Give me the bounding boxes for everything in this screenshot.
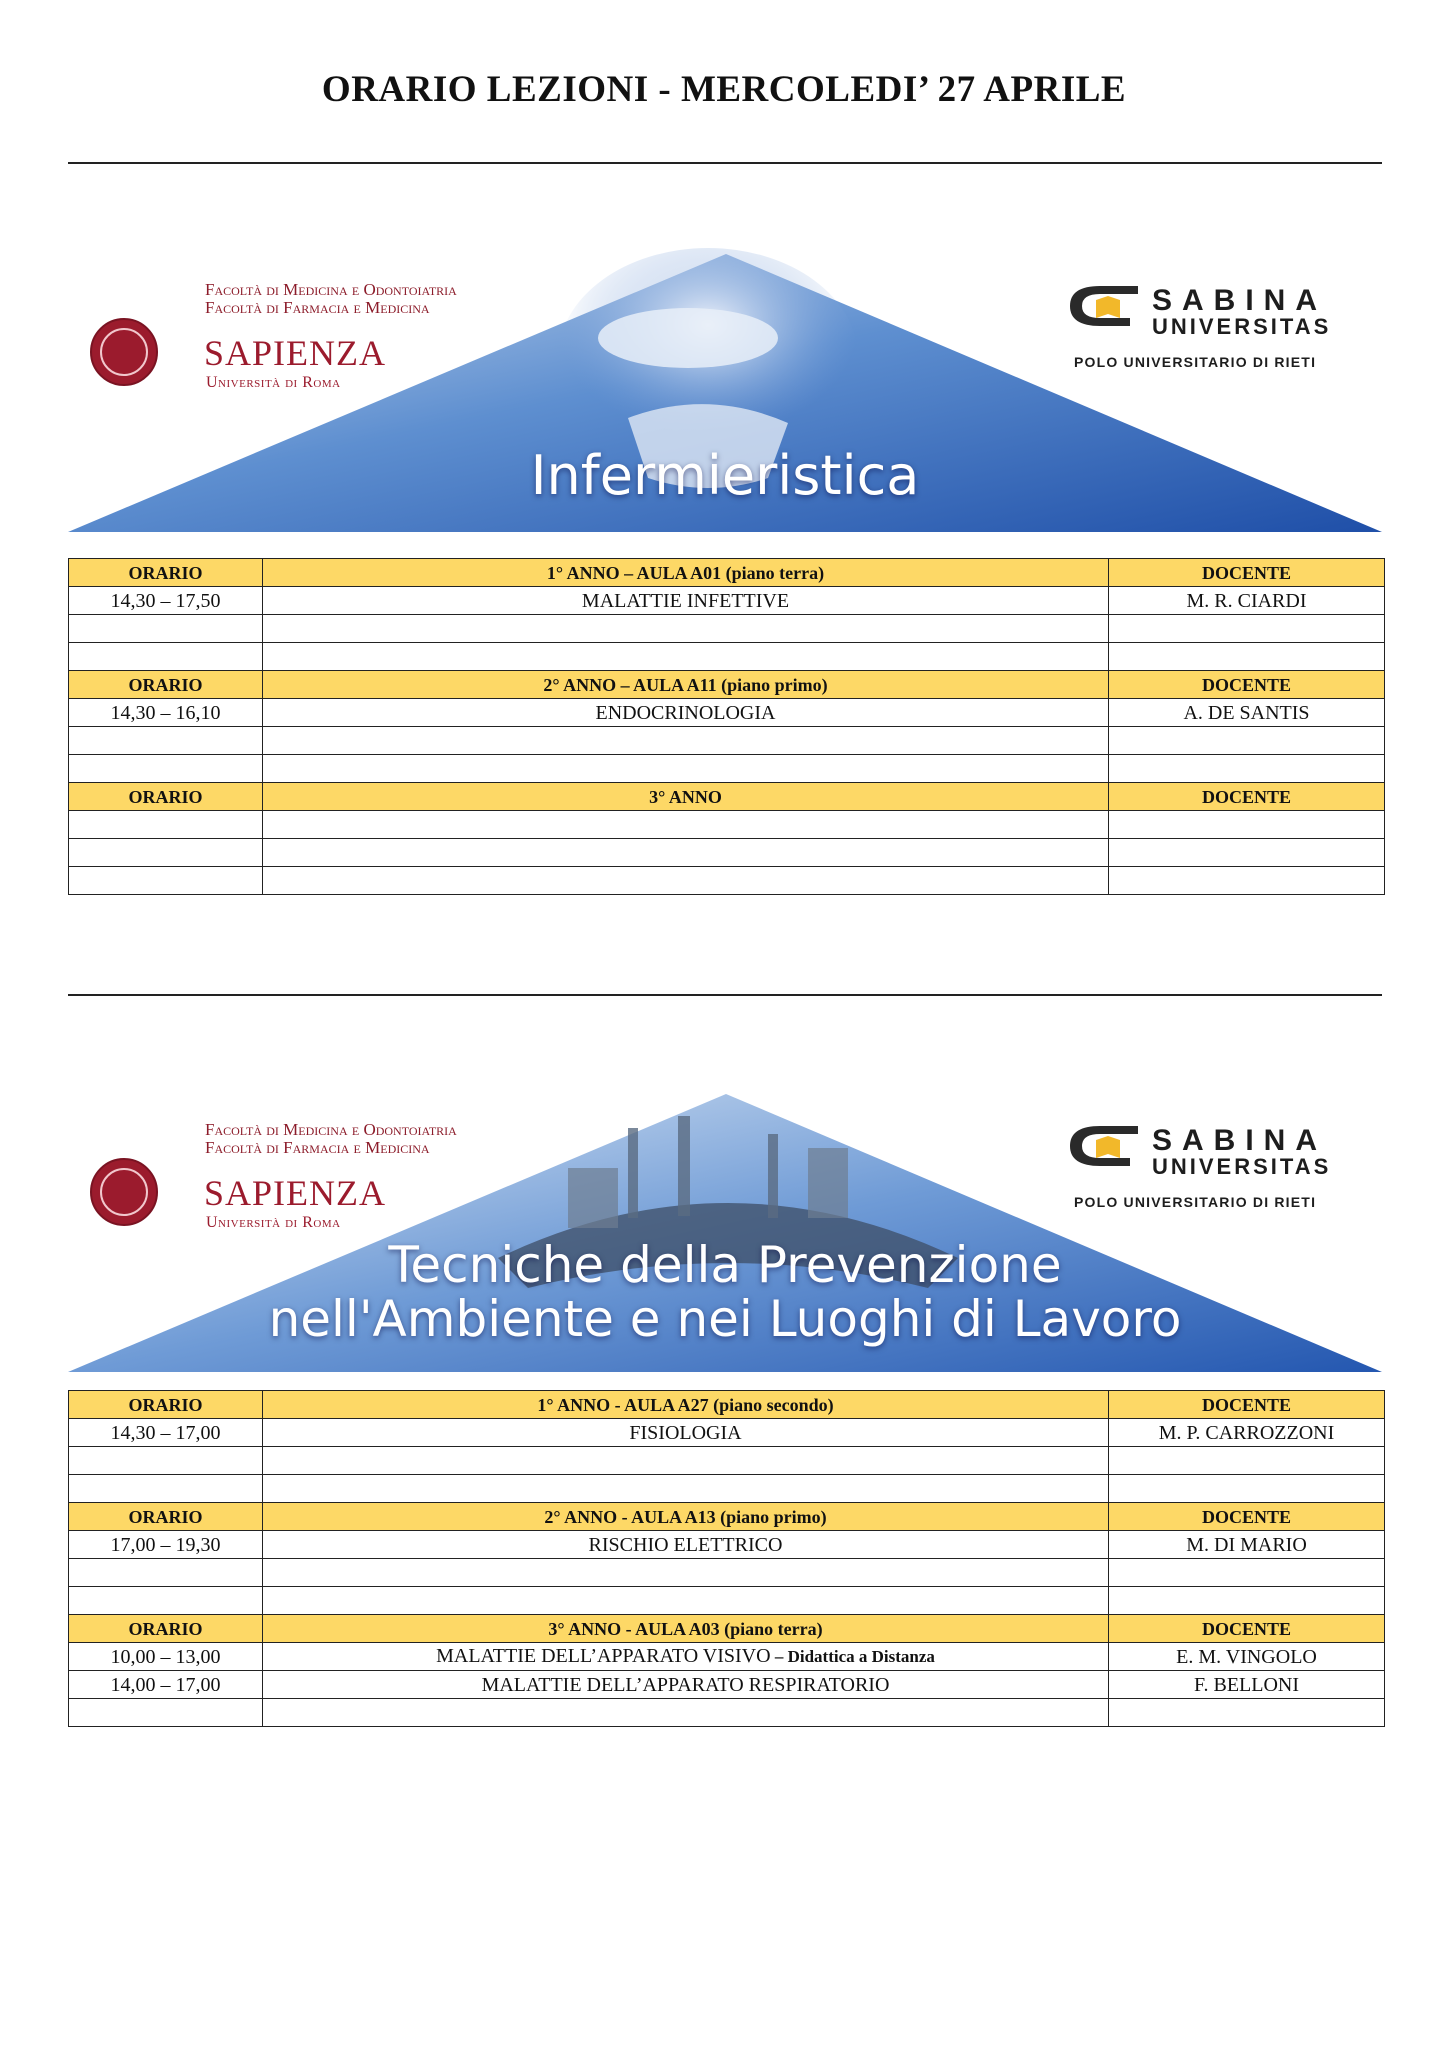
- table-row: [69, 1475, 1385, 1503]
- sabina-universitas: UNIVERSITAS: [1152, 314, 1332, 339]
- sabina-logo: [1060, 1118, 1360, 1218]
- table-row: [69, 587, 1385, 615]
- faculty-line-2: Facoltà di Farmacia e Medicina: [205, 1138, 430, 1157]
- sabina-polo: POLO UNIVERSITARIO DI RIETI: [1074, 1194, 1317, 1210]
- sapienza-logo: [90, 1100, 490, 1250]
- course-name: ENDOCRINOLOGIA: [595, 701, 776, 724]
- table-row: [69, 1531, 1385, 1559]
- sabina-name: SABINA: [1152, 1124, 1328, 1157]
- header-docente: DOCENTE: [1109, 1615, 1385, 1643]
- header-course: 2° ANNO – AULA A11 (piano primo): [263, 671, 1109, 699]
- cell-orario: [69, 1559, 263, 1587]
- header-docente: DOCENTE: [1109, 1503, 1385, 1531]
- sapienza-seal-icon: [90, 318, 158, 386]
- course-name: MALATTIE DELL’APPARATO RESPIRATORIO: [481, 1673, 890, 1696]
- cell-orario: [69, 1447, 263, 1475]
- schedule-table-tecniche-prevenzione: [68, 1390, 1385, 1727]
- middle-divider: [68, 994, 1382, 996]
- header-course: 1° ANNO - AULA A27 (piano secondo): [263, 1391, 1109, 1419]
- cell-orario: [69, 643, 263, 671]
- faculty-line-1: Facoltà di Medicina e Odontoiatria: [205, 280, 457, 299]
- sapienza-university: Università di Roma: [206, 1214, 341, 1231]
- table-header-row: [69, 1391, 1385, 1419]
- cell-orario: [69, 811, 263, 839]
- cell-course: [263, 867, 1109, 895]
- cell-docente: [1109, 643, 1385, 671]
- banner-title-line: Tecniche della Prevenzione: [388, 1236, 1062, 1294]
- cell-course: [263, 643, 1109, 671]
- cell-orario: [69, 1699, 263, 1727]
- cell-orario: 14,00 – 17,00: [69, 1671, 263, 1699]
- table-row: [69, 699, 1385, 727]
- table-row: [69, 811, 1385, 839]
- cell-course: [263, 755, 1109, 783]
- table-row: [69, 1643, 1385, 1671]
- cell-docente: M. P. CARROZZONI: [1109, 1419, 1385, 1447]
- banner-title: [68, 446, 1382, 506]
- cell-docente: [1109, 727, 1385, 755]
- header-orario: ORARIO: [69, 671, 263, 699]
- table-row: [69, 1419, 1385, 1447]
- table-row: [69, 727, 1385, 755]
- header-course: 3° ANNO - AULA A03 (piano terra): [263, 1615, 1109, 1643]
- cell-course: [263, 1587, 1109, 1615]
- sapienza-name: SAPIENZA: [204, 333, 387, 373]
- header-orario: ORARIO: [69, 559, 263, 587]
- table-row: [69, 1559, 1385, 1587]
- table-header-row: [69, 671, 1385, 699]
- cell-orario: [69, 615, 263, 643]
- course-name: FISIOLOGIA: [629, 1421, 742, 1444]
- cell-docente: [1109, 1587, 1385, 1615]
- course-note: – Didattica a Distanza: [770, 1647, 935, 1666]
- sapienza-university: Università di Roma: [206, 374, 341, 391]
- cell-docente: [1109, 615, 1385, 643]
- faculty-line-1: Facoltà di Medicina e Odontoiatria: [205, 1120, 457, 1139]
- header-course: 3° ANNO: [263, 783, 1109, 811]
- header-course: 2° ANNO - AULA A13 (piano primo): [263, 1503, 1109, 1531]
- table-row: [69, 1447, 1385, 1475]
- course-name: MALATTIE INFETTIVE: [581, 589, 790, 612]
- table-row: [69, 643, 1385, 671]
- cell-course: [263, 839, 1109, 867]
- cell-orario: [69, 727, 263, 755]
- header-docente: DOCENTE: [1109, 559, 1385, 587]
- table-header-row: [69, 559, 1385, 587]
- cell-orario: 14,30 – 17,50: [69, 587, 263, 615]
- header-course: 1° ANNO – AULA A01 (piano terra): [263, 559, 1109, 587]
- cell-docente: [1109, 755, 1385, 783]
- sabina-logo: [1060, 278, 1360, 378]
- cell-course: [263, 699, 1109, 727]
- sapienza-seal-icon: [90, 1158, 158, 1226]
- table-row: [69, 755, 1385, 783]
- header-docente: DOCENTE: [1109, 1391, 1385, 1419]
- cell-orario: [69, 1587, 263, 1615]
- sabina-book-icon: [1060, 278, 1140, 334]
- header-orario: ORARIO: [69, 1391, 263, 1419]
- cell-docente: [1109, 1475, 1385, 1503]
- cell-docente: M. DI MARIO: [1109, 1531, 1385, 1559]
- cell-course: [263, 615, 1109, 643]
- cell-course: [263, 1447, 1109, 1475]
- cell-orario: 14,30 – 17,00: [69, 1419, 263, 1447]
- table-row: [69, 1699, 1385, 1727]
- page-title: ORARIO LEZIONI - MERCOLEDI’ 27 APRILE: [321, 69, 1127, 110]
- sabina-name: SABINA: [1152, 284, 1328, 317]
- cell-course: [263, 587, 1109, 615]
- cell-course: [263, 1699, 1109, 1727]
- table-row: [69, 839, 1385, 867]
- cell-docente: A. DE SANTIS: [1109, 699, 1385, 727]
- table-header-row: [69, 1615, 1385, 1643]
- cell-docente: M. R. CIARDI: [1109, 587, 1385, 615]
- cell-orario: [69, 839, 263, 867]
- cell-orario: 14,30 – 16,10: [69, 699, 263, 727]
- table-row: [69, 867, 1385, 895]
- cell-course: [263, 1419, 1109, 1447]
- top-divider: [68, 162, 1382, 164]
- table-header-row: [69, 1503, 1385, 1531]
- sabina-universitas: UNIVERSITAS: [1152, 1154, 1332, 1179]
- cell-course: [263, 1671, 1109, 1699]
- cell-orario: [69, 1475, 263, 1503]
- cell-docente: [1109, 867, 1385, 895]
- sabina-polo: POLO UNIVERSITARIO DI RIETI: [1074, 354, 1317, 370]
- cell-course: [263, 1559, 1109, 1587]
- cell-docente: [1109, 1447, 1385, 1475]
- cell-docente: F. BELLONI: [1109, 1671, 1385, 1699]
- banner-title-line: nell'Ambiente e nei Luoghi di Lavoro: [268, 1290, 1182, 1348]
- schedule-table-infermieristica: [68, 558, 1385, 895]
- cell-course: [263, 1531, 1109, 1559]
- course-name: MALATTIE DELL’APPARATO VISIVO: [436, 1645, 771, 1667]
- sabina-book-icon: [1060, 1118, 1140, 1174]
- sapienza-logo: [90, 260, 490, 410]
- cell-orario: 10,00 – 13,00: [69, 1643, 263, 1671]
- banner-title: [68, 1238, 1382, 1346]
- table-header-row: [69, 783, 1385, 811]
- cell-docente: E. M. VINGOLO: [1109, 1643, 1385, 1671]
- table-row: [69, 1587, 1385, 1615]
- table-row: [69, 1671, 1385, 1699]
- sapienza-name: SAPIENZA: [204, 1173, 387, 1213]
- cell-course: [263, 1475, 1109, 1503]
- header-docente: DOCENTE: [1109, 671, 1385, 699]
- cell-course: [263, 1643, 1109, 1671]
- banner-infermieristica: [68, 248, 1382, 532]
- cell-docente: [1109, 839, 1385, 867]
- cell-orario: 17,00 – 19,30: [69, 1531, 263, 1559]
- cell-docente: [1109, 1699, 1385, 1727]
- header-orario: ORARIO: [69, 783, 263, 811]
- cell-docente: [1109, 1559, 1385, 1587]
- header-orario: ORARIO: [69, 1615, 263, 1643]
- header-orario: ORARIO: [69, 1503, 263, 1531]
- banner-tecniche-prevenzione: [68, 1088, 1382, 1372]
- banner-title-line: Infermieristica: [530, 444, 920, 507]
- faculty-line-2: Facoltà di Farmacia e Medicina: [205, 298, 430, 317]
- header-docente: DOCENTE: [1109, 783, 1385, 811]
- cell-orario: [69, 755, 263, 783]
- cell-course: [263, 811, 1109, 839]
- cell-orario: [69, 867, 263, 895]
- cell-docente: [1109, 811, 1385, 839]
- course-name: RISCHIO ELETTRICO: [588, 1533, 783, 1556]
- table-row: [69, 615, 1385, 643]
- cell-course: [263, 727, 1109, 755]
